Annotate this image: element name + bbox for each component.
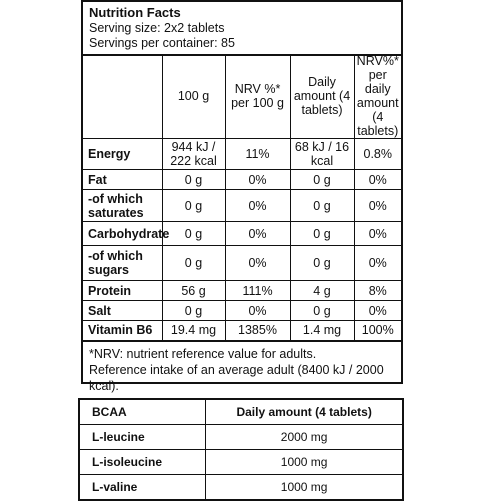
table-row (79, 450, 403, 475)
table-row (83, 222, 401, 246)
row-per100: 56 g (162, 281, 225, 301)
table-row (83, 301, 401, 321)
row-daily: 0 g (290, 301, 354, 321)
row-per100: 944 kJ / 222 kcal (162, 139, 225, 170)
header-nrv100: NRV %* per 100 g (225, 54, 290, 139)
row-nrv-daily: 0% (354, 246, 401, 281)
table-row (83, 321, 401, 341)
row-nrv100: 11% (225, 139, 290, 170)
header-empty (83, 54, 162, 139)
header-nrv-daily: NRV%* per daily amount (4 tablets) (354, 54, 401, 139)
row-per100: 0 g (162, 222, 225, 246)
nutrition-header (83, 2, 401, 56)
row-nrv-daily: 100% (354, 321, 401, 341)
bcaa-row-amount: 2000 mg (206, 425, 403, 450)
row-nrv100: 111% (225, 281, 290, 301)
row-per100: 0 g (162, 246, 225, 281)
row-nrv100: 0% (225, 301, 290, 321)
row-daily: 68 kJ / 16 kcal (290, 139, 354, 170)
nutrition-table (83, 54, 401, 342)
bcaa-header-amount: Daily amount (4 tablets) (206, 399, 403, 425)
table-row (83, 139, 401, 170)
row-name: Energy (83, 139, 162, 170)
row-name: Vitamin B6 (83, 321, 162, 341)
row-nrv100: 1385% (225, 321, 290, 341)
nrv-footnote: *NRV: nutrient reference value for adults. (89, 347, 317, 361)
row-daily: 0 g (290, 170, 354, 190)
nutrition-header-row (83, 54, 401, 139)
row-name: -of which sugars (83, 246, 162, 281)
bcaa-row-name: L-leucine (79, 425, 206, 450)
row-daily: 4 g (290, 281, 354, 301)
row-nrv-daily: 0.8% (354, 139, 401, 170)
bcaa-header-row (79, 399, 403, 425)
table-row (83, 246, 401, 281)
nutrition-title: Nutrition Facts (89, 5, 181, 20)
table-row (83, 281, 401, 301)
row-per100: 0 g (162, 190, 225, 222)
row-name: Protein (83, 281, 162, 301)
row-name: Carbohydrate (83, 222, 162, 246)
row-per100: 19.4 mg (162, 321, 225, 341)
row-nrv-daily: 0% (354, 170, 401, 190)
servings-per-container: Servings per container: 85 (89, 36, 235, 50)
row-daily: 0 g (290, 222, 354, 246)
row-nrv-daily: 0% (354, 222, 401, 246)
nutrition-footnote (89, 346, 401, 394)
row-name: Salt (83, 301, 162, 321)
header-per100: 100 g (162, 54, 225, 139)
table-row (79, 425, 403, 450)
row-nrv100: 0% (225, 190, 290, 222)
row-nrv-daily: 8% (354, 281, 401, 301)
bcaa-row-amount: 1000 mg (206, 450, 403, 475)
serving-size: Serving size: 2x2 tablets (89, 21, 225, 35)
nutrition-facts-panel (81, 0, 403, 393)
header-daily: Daily amount (4 tablets) (290, 54, 354, 139)
row-name: -of which saturates (83, 190, 162, 222)
reference-intake-footnote: Reference intake of an average adult (8400 kJ / 2000 kcal). (89, 363, 384, 393)
row-nrv-daily: 0% (354, 190, 401, 222)
row-daily: 1.4 mg (290, 321, 354, 341)
bcaa-header-name: BCAA (79, 399, 206, 425)
row-nrv-daily: 0% (354, 301, 401, 321)
bcaa-table (78, 398, 404, 501)
row-per100: 0 g (162, 170, 225, 190)
table-row (83, 190, 401, 222)
bcaa-row-amount: 1000 mg (206, 475, 403, 501)
row-daily: 0 g (290, 246, 354, 281)
table-row (83, 170, 401, 190)
bcaa-row-name: L-valine (79, 475, 206, 501)
table-row (79, 475, 403, 501)
row-per100: 0 g (162, 301, 225, 321)
row-nrv100: 0% (225, 222, 290, 246)
row-nrv100: 0% (225, 246, 290, 281)
bcaa-row-name: L-isoleucine (79, 450, 206, 475)
row-daily: 0 g (290, 190, 354, 222)
row-name: Fat (83, 170, 162, 190)
row-nrv100: 0% (225, 170, 290, 190)
